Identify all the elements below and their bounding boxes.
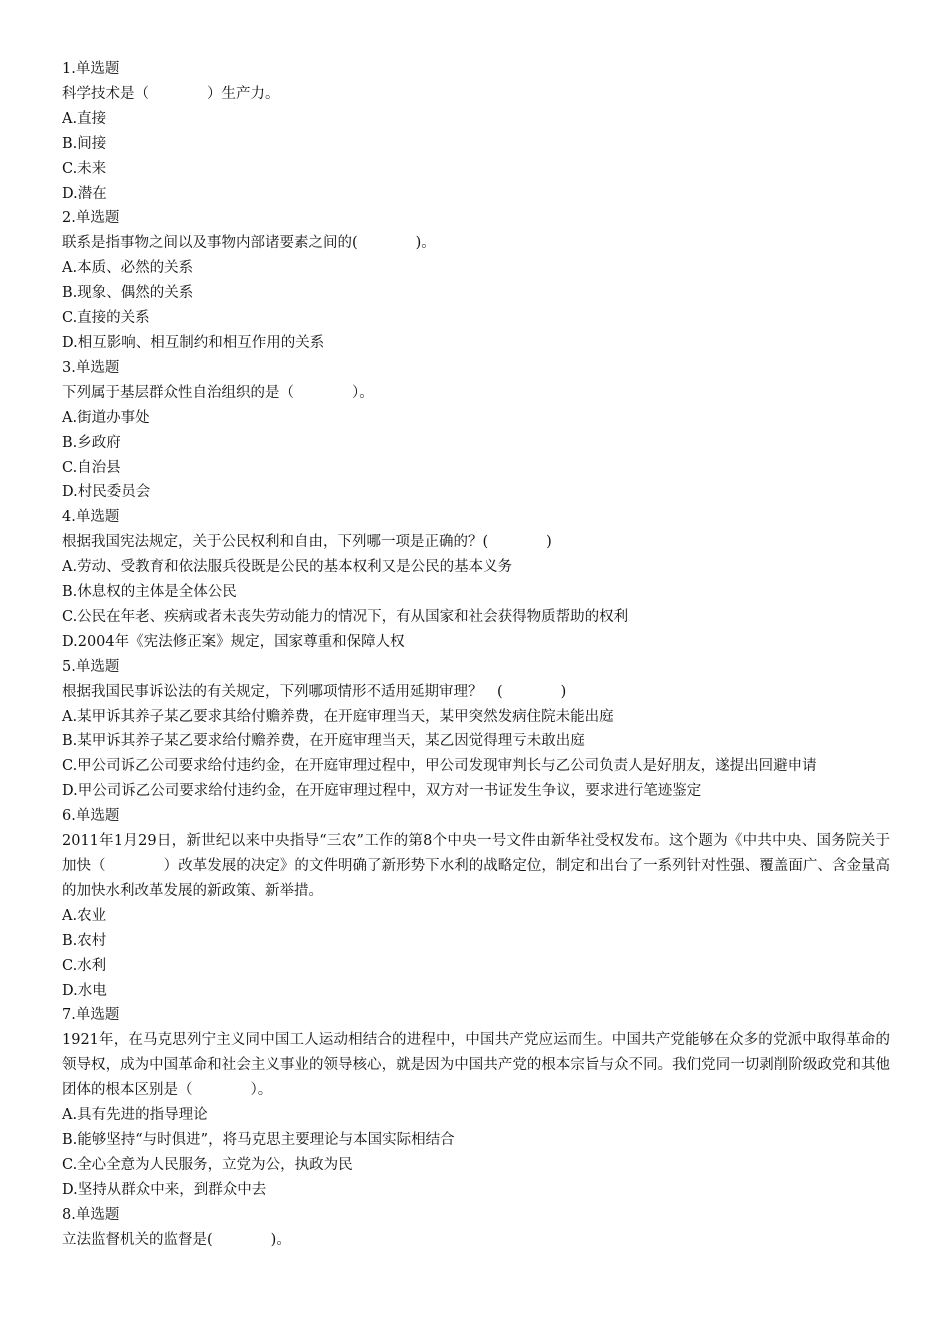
question-header: 1.单选题 — [62, 61, 120, 77]
option-b: B.间接 — [62, 135, 107, 152]
question-1 — [62, 57, 890, 206]
question-header: 5.单选题 — [62, 658, 120, 675]
question-header: 3.单选题 — [62, 359, 120, 376]
question-4 — [62, 505, 890, 654]
option-b: B.农村 — [62, 932, 107, 949]
option-a: A.具有先进的指导理论 — [62, 1107, 208, 1124]
option-b: B.某甲诉其养子某乙要求给付赡养费，在开庭审理当天，某乙因觉得理亏未敢出庭 — [62, 733, 585, 750]
question-5 — [62, 655, 890, 804]
option-c: C.公民在年老、疾病或者未丧失劳动能力的情况下，有从国家和社会获得物质帮助的权利 — [62, 608, 629, 625]
question-7 — [62, 1003, 890, 1202]
option-d: D.潜在 — [62, 185, 107, 202]
question-stem: 下列属于基层群众性自治组织的是（ ）。 — [62, 384, 374, 401]
option-a: A.农业 — [62, 907, 107, 924]
option-d: D.2004年《宪法修正案》规定，国家尊重和保障人权 — [62, 633, 405, 650]
option-a: A.直接 — [62, 110, 107, 127]
option-b: B.乡政府 — [62, 434, 121, 451]
question-8 — [62, 1203, 890, 1253]
option-d: D.村民委员会 — [62, 484, 151, 501]
option-c: C.直接的关系 — [62, 310, 150, 327]
question-header: 8.单选题 — [62, 1206, 120, 1223]
question-header: 2.单选题 — [62, 210, 120, 227]
question-stem: 1921年，在马克思列宁主义同中国工人运动相结合的进程中，中国共产党应运而生。中国共产党能够在众多的党派中取得革命的领导权，成为中国革命和社会主义事业的领导核心，就是因为中国共产党的根本宗旨与众不同。我们党同一切剥削阶级政党和其他团体的根本区别是（ ）。 — [62, 1032, 890, 1099]
question-header: 7.单选题 — [62, 1007, 120, 1024]
option-a: A.某甲诉其养子某乙要求其给付赡养费，在开庭审理当天，某甲突然发病住院未能出庭 — [62, 708, 614, 725]
option-c: C.全心全意为人民服务，立党为公，执政为民 — [62, 1156, 353, 1173]
option-c: C.甲公司诉乙公司要求给付违约金，在开庭审理过程中，甲公司发现审判长与乙公司负责人是好朋友，遂提出回避申请 — [62, 758, 817, 775]
option-b: B.能够坚持“与时俱进”，将马克思主要理论与本国实际相结合 — [62, 1131, 455, 1148]
exam-document — [62, 57, 890, 1253]
option-a: A.本质、必然的关系 — [62, 260, 194, 277]
option-c: C.未来 — [62, 160, 107, 177]
option-c: C.水利 — [62, 957, 107, 974]
option-d: D.水电 — [62, 982, 107, 999]
option-a: A.劳动、受教育和依法服兵役既是公民的基本权利又是公民的基本义务 — [62, 559, 513, 576]
option-d: D.相互影响、相互制约和相互作用的关系 — [62, 334, 325, 351]
option-d: D.甲公司诉乙公司要求给付违约金，在开庭审理过程中，双方对一书证发生争议，要求进行笔迹鉴定 — [62, 783, 702, 800]
question-6 — [62, 804, 890, 1003]
question-stem: 2011年1月29日，新世纪以来中央指导“三农”工作的第8个中央一号文件由新华社受权发布。这个题为《中共中央、国务院关于加快（ ）改革发展的决定》的文件明确了新形势下水利的战略定位，制定和出台了一系列针对性强、覆盖面广、含金量高的加快水利改革发展的新政策、新举措。 — [62, 833, 890, 899]
option-d: D.坚持从群众中来，到群众中去 — [62, 1181, 267, 1198]
question-stem: 根据我国宪法规定，关于公民权利和自由，下列哪一项是正确的？( ) — [62, 534, 552, 551]
question-stem: 科学技术是（ ）生产力。 — [62, 85, 280, 102]
option-a: A.街道办事处 — [62, 409, 150, 426]
question-header: 4.单选题 — [62, 509, 120, 526]
option-c: C.自治县 — [62, 459, 121, 476]
question-2 — [62, 206, 890, 355]
option-b: B.现象、偶然的关系 — [62, 285, 194, 302]
question-stem: 立法监督机关的监督是( )。 — [62, 1231, 291, 1248]
question-stem: 根据我国民事诉讼法的有关规定，下列哪项情形不适用延期审理？ ( ) — [62, 683, 567, 700]
option-b: B.休息权的主体是全体公民 — [62, 584, 237, 601]
question-header: 6.单选题 — [62, 808, 120, 825]
question-3 — [62, 356, 890, 505]
question-stem: 联系是指事物之间以及事物内部诸要素之间的( )。 — [62, 235, 436, 252]
